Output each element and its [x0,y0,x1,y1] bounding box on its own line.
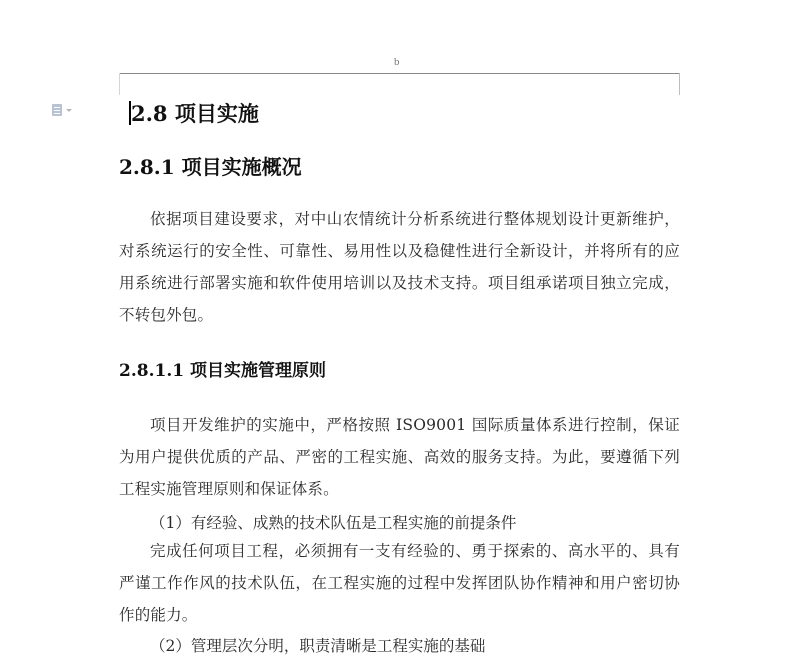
margin-corner-left [119,73,120,95]
paste-options-button[interactable] [52,103,82,117]
paste-options-icon [52,104,62,116]
list-item-2[interactable]: （2）管理层次分明，职责清晰是工程实施的基础 [150,637,486,655]
heading-2-8[interactable]: 2.8 项目实施 [131,101,259,126]
paragraph-team[interactable]: 完成任何项目工程，必须拥有一支有经验的、勇于探索的、高水平的、具有严谨工作作风的技术队伍，在工程实施的过程中发挥团队协作精神和用户密切协作的能力。 [119,542,680,624]
heading-2-8-1-1[interactable]: 2.8.1.1 项目实施管理原则 [119,361,326,381]
list-item-1[interactable]: （1）有经验、成熟的技术队伍是工程实施的前提条件 [150,514,517,532]
margin-corner-right [679,73,680,95]
heading-2-8-1[interactable]: 2.8.1 项目实施概况 [119,155,302,179]
header-divider [119,73,680,74]
paragraph-principles[interactable]: 项目开发维护的实施中，严格按照 ISO9001 国际质量体系进行控制，保证为用户提供优质的产品、严密的工程实施、高效的服务支持。为此，要遵循下列工程实施管理原则和保证体系。 [119,416,680,498]
paragraph-overview[interactable]: 依据项目建设要求，对中山农情统计分析系统进行整体规划设计更新维护，对系统运行的安全性、可靠性、易用性以及稳健性进行全新设计，并将所有的应用系统进行部署实施和软件使用培训以及技术支持。项目组承诺项目独立完成，不转包外包。 [119,210,680,324]
chevron-down-icon [66,109,72,112]
page-header-text[interactable]: b [394,56,400,68]
